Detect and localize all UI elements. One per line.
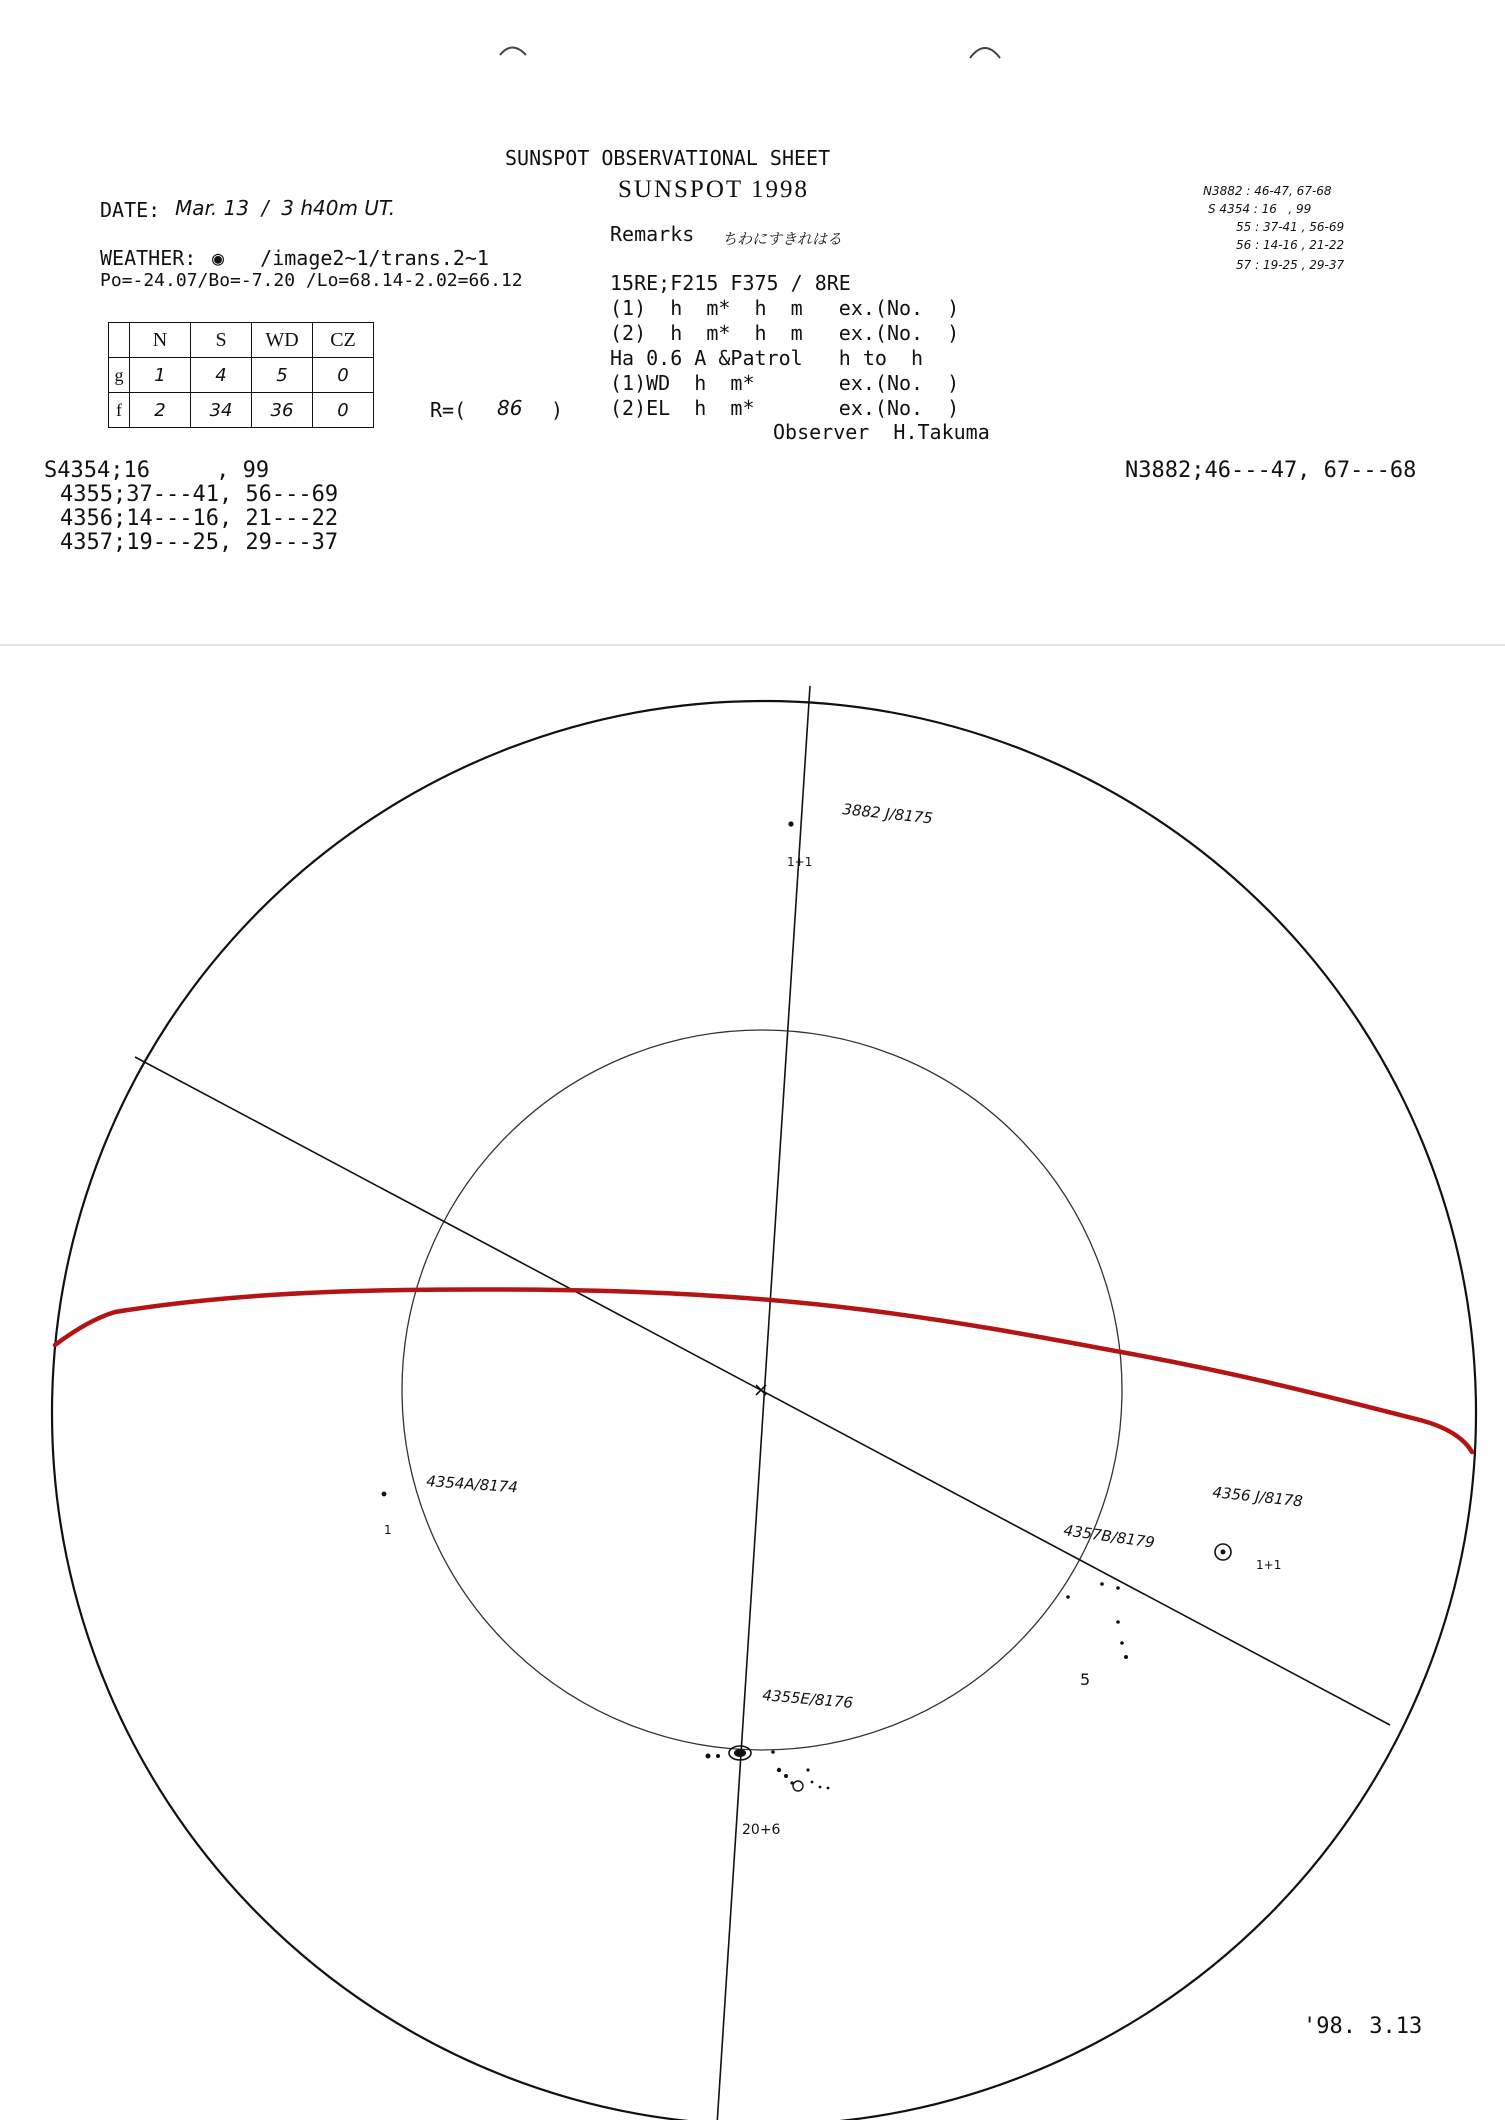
spot-4357 <box>1066 1595 1070 1599</box>
spot-4357 <box>1124 1655 1128 1659</box>
table-cell: 0 <box>313 358 374 393</box>
remarks-value: ちわにすきれはる <box>722 230 843 248</box>
note-line-2: S 4354 : 16 , 99 <box>1208 202 1312 216</box>
punch-hole-mark-right <box>970 48 1000 58</box>
sheet-title: SUNSPOT OBSERVATIONAL SHEET <box>505 146 831 170</box>
r-close: ) <box>551 398 564 422</box>
table-cell: 0 <box>313 393 374 428</box>
spot-4355 <box>716 1754 720 1758</box>
note-line-5: 57 : 19-25 , 29-37 <box>1236 258 1345 272</box>
south-list-4: 4357;19---25, 29---37 <box>60 530 339 555</box>
south-list-1: S4354;16 , 99 <box>44 458 270 483</box>
note-line-4: 56 : 14-16 , 21-22 <box>1236 238 1345 252</box>
table-cell: 5 <box>252 358 313 393</box>
spot-4355 <box>784 1774 788 1778</box>
note-line-1: N3882 : 46-47, 67-68 <box>1203 184 1332 198</box>
count-4354: 1 <box>384 1523 392 1537</box>
count-3882: 1+1 <box>787 855 813 869</box>
observer: Observer H.Takuma <box>773 420 990 444</box>
row-label: g <box>109 358 130 393</box>
spot-4355 <box>811 1781 814 1784</box>
date-stamp: '98. 3.13 <box>1303 2014 1423 2039</box>
r-value: 86 <box>497 396 523 420</box>
label-3882: 3882 J/8175 <box>841 800 934 828</box>
spot-3882 <box>788 821 793 826</box>
remarks-label: Remarks <box>610 222 695 246</box>
col-header: CZ <box>313 323 374 358</box>
punch-hole-mark-left <box>500 48 526 56</box>
solar-equator-curve <box>55 1289 1472 1452</box>
spot-4355 <box>806 1768 809 1771</box>
r-label: R=( <box>430 398 467 422</box>
date-value: Mar. 13 / 3 h40m UT. <box>175 196 396 220</box>
po-bo-lo-line: Po=-24.07/Bo=-7.20 /Lo=68.14-2.02=66.12 <box>100 270 523 291</box>
exposure-line-2: (2) h m* h m ex.(No. ) <box>610 321 960 345</box>
spot-4355-umbra <box>734 1749 746 1757</box>
col-header: S <box>191 323 252 358</box>
spot-4355 <box>827 1787 830 1790</box>
sheet-subtitle: SUNSPOT 1998 <box>618 176 809 203</box>
label-4354: 4354A/8174 <box>425 1472 519 1497</box>
spot-4357 <box>1116 1586 1120 1590</box>
note-line-3: 55 : 37-41 , 56-69 <box>1236 220 1345 234</box>
count-4355: 20+6 <box>742 1822 781 1838</box>
table-cell: 34 <box>191 393 252 428</box>
weather-value: ◉ /image2~1/trans.2~1 <box>212 246 489 270</box>
wd-line: (1)WD h m* ex.(No. ) <box>610 371 960 395</box>
spot-4355 <box>777 1768 781 1772</box>
table-cell: 1 <box>130 358 191 393</box>
label-4357: 4357B/8179 <box>1062 1521 1156 1552</box>
central-meridian-line <box>717 686 813 2120</box>
instrument-line: 15RE;F215 F375 / 8RE <box>610 271 851 295</box>
count-4357: 5 <box>1080 1670 1091 1689</box>
solar-limb-circle <box>52 701 1476 2120</box>
table-cell: 4 <box>191 358 252 393</box>
label-4356: 4356 J/8178 <box>1211 1483 1304 1511</box>
count-4356: 1+1 <box>1256 1558 1282 1572</box>
exposure-line-1: (1) h m* h m ex.(No. ) <box>610 296 960 320</box>
weather-label: WEATHER: <box>100 246 197 270</box>
spot-4355 <box>771 1750 775 1754</box>
spot-4354 <box>382 1492 387 1497</box>
spot-4355 <box>706 1754 711 1759</box>
spot-4357 <box>1116 1620 1120 1624</box>
table-cell: 36 <box>252 393 313 428</box>
south-list-3: 4356;14---16, 21---22 <box>60 506 339 531</box>
col-header: WD <box>252 323 313 358</box>
spot-4356-umbra <box>1221 1550 1226 1555</box>
col-header: N <box>130 323 191 358</box>
spot-4355 <box>819 1786 822 1789</box>
ha-patrol-line: Ha 0.6 A &Patrol h to h <box>610 346 924 370</box>
table-cell: 2 <box>130 393 191 428</box>
spot-4357 <box>1120 1641 1124 1645</box>
label-4355: 4355E/8176 <box>761 1686 854 1712</box>
north-list: N3882;46---47, 67---68 <box>1125 458 1417 483</box>
spot-4355-penumbra <box>793 1781 803 1791</box>
date-label: DATE: <box>100 198 161 222</box>
spot-4357 <box>1100 1582 1104 1586</box>
row-label: f <box>109 393 130 428</box>
south-list-2: 4355;37---41, 56---69 <box>60 482 339 507</box>
el-line: (2)EL h m* ex.(No. ) <box>610 396 960 420</box>
